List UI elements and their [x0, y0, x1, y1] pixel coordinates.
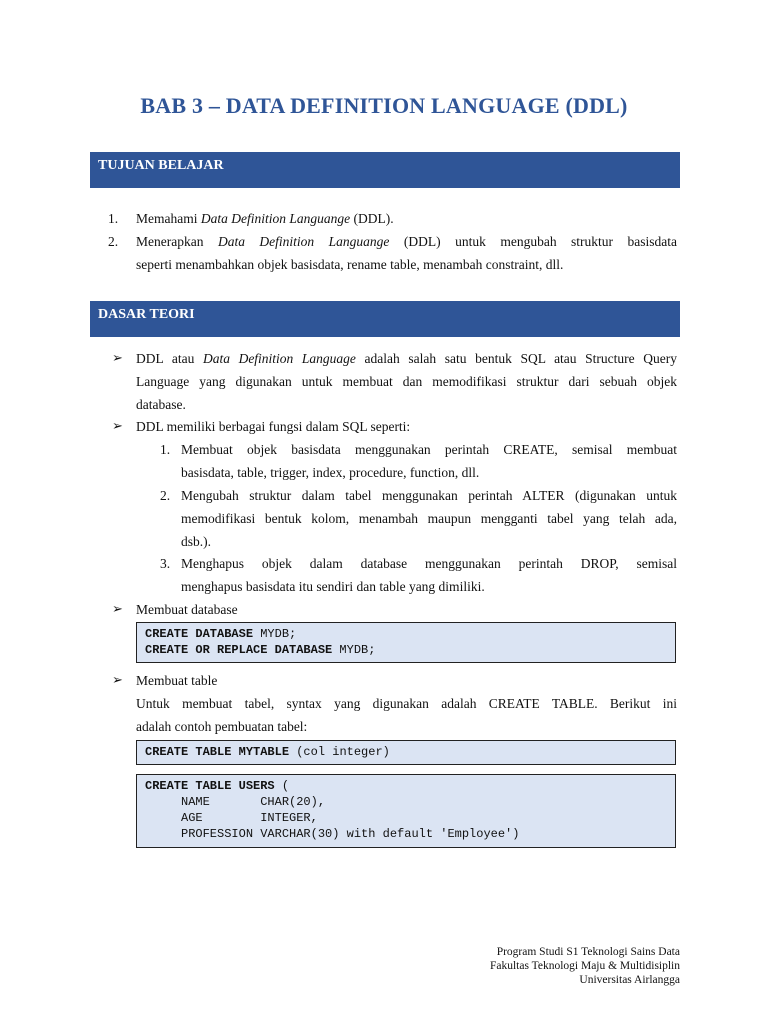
- arrow-bullet-icon: ➢: [112, 673, 123, 688]
- footer-line-program: Program Studi S1 Teknologi Sains Data: [496, 946, 680, 958]
- arrow-bullet-icon: ➢: [112, 419, 123, 434]
- dasar-bullet-4-text: Untuk membuat tabel, syntax yang digunakan adalah CREATE TABLE. Berikut ini: [136, 696, 677, 711]
- list-number: 1.: [108, 211, 119, 226]
- code-block-create-mytable: CREATE TABLE MYTABLE (col integer): [136, 740, 676, 765]
- tujuan-item-2-line2: seperti menambahkan objek basisdata, rename table, menambah constraint, dll.: [136, 257, 564, 272]
- dasar-bullet-4-text-line2: adalah contoh pembuatan tabel:: [136, 719, 308, 734]
- list-number: 2.: [160, 488, 171, 503]
- tujuan-item-2: Menerapkan Data Definition Languange (DDL) untuk mengubah struktur basisdata: [136, 234, 678, 249]
- dasar-bullet-1-line3: database.: [136, 397, 186, 412]
- dasar-bullet-1: DDL atau Data Definition Language adalah salah satu bentuk SQL atau Structure Query: [136, 351, 677, 366]
- footer-line-faculty: Fakultas Teknologi Maju & Multidisiplin: [489, 960, 680, 972]
- sub-item-3-line2: menghapus basisdata itu sendiri dan table yang dimiliki.: [181, 579, 485, 594]
- sub-item-3: Menghapus objek dalam database menggunakan perintah DROP, semisal: [181, 556, 677, 571]
- list-number: 2.: [108, 234, 119, 249]
- list-number: 1.: [160, 442, 171, 457]
- list-number: 3.: [160, 556, 171, 571]
- page-footer: [490, 945, 680, 987]
- arrow-bullet-icon: ➢: [112, 602, 123, 617]
- dasar-bullet-3: Membuat database: [136, 602, 238, 617]
- code-block-create-database: CREATE DATABASE MYDB; CREATE OR REPLACE DATABASE MYDB;: [136, 622, 676, 663]
- sub-item-1-line2: basisdata, table, trigger, index, procedure, function, dll.: [181, 465, 480, 480]
- code-block-create-users: CREATE TABLE USERS ( NAME CHAR(20), AGE INTEGER, PROFESSION VARCHAR(30) with default 'Employee'): [136, 774, 676, 848]
- sub-item-2: Mengubah struktur dalam tabel menggunakan perintah ALTER (digunakan untuk: [181, 488, 677, 503]
- dasar-bullet-2: DDL memiliki berbagai fungsi dalam SQL seperti:: [136, 419, 411, 434]
- sub-item-2-line2: memodifikasi bentuk kolom, menambah maupun mengganti tabel yang telah ada,: [181, 511, 677, 526]
- dasar-bullet-4: Membuat table: [136, 673, 218, 688]
- page-title: BAB 3 – DATA DEFINITION LANGUAGE (DDL): [140, 93, 628, 118]
- sub-item-1: Membuat objek basisdata menggunakan perintah CREATE, semisal membuat: [181, 442, 677, 457]
- section-header-tujuan: TUJUAN BELAJAR: [90, 152, 680, 188]
- sub-item-2-line3: dsb.).: [181, 534, 211, 549]
- arrow-bullet-icon: ➢: [112, 351, 123, 366]
- section-header-dasar: DASAR TEORI: [90, 301, 680, 337]
- tujuan-item-1: Memahami Data Definition Languange (DDL).: [136, 211, 394, 226]
- dasar-bullet-1-line2: Language yang digunakan untuk membuat dan memodifikasi struktur dari sebuah objek: [136, 374, 677, 389]
- footer-line-university: Universitas Airlangga: [579, 974, 680, 986]
